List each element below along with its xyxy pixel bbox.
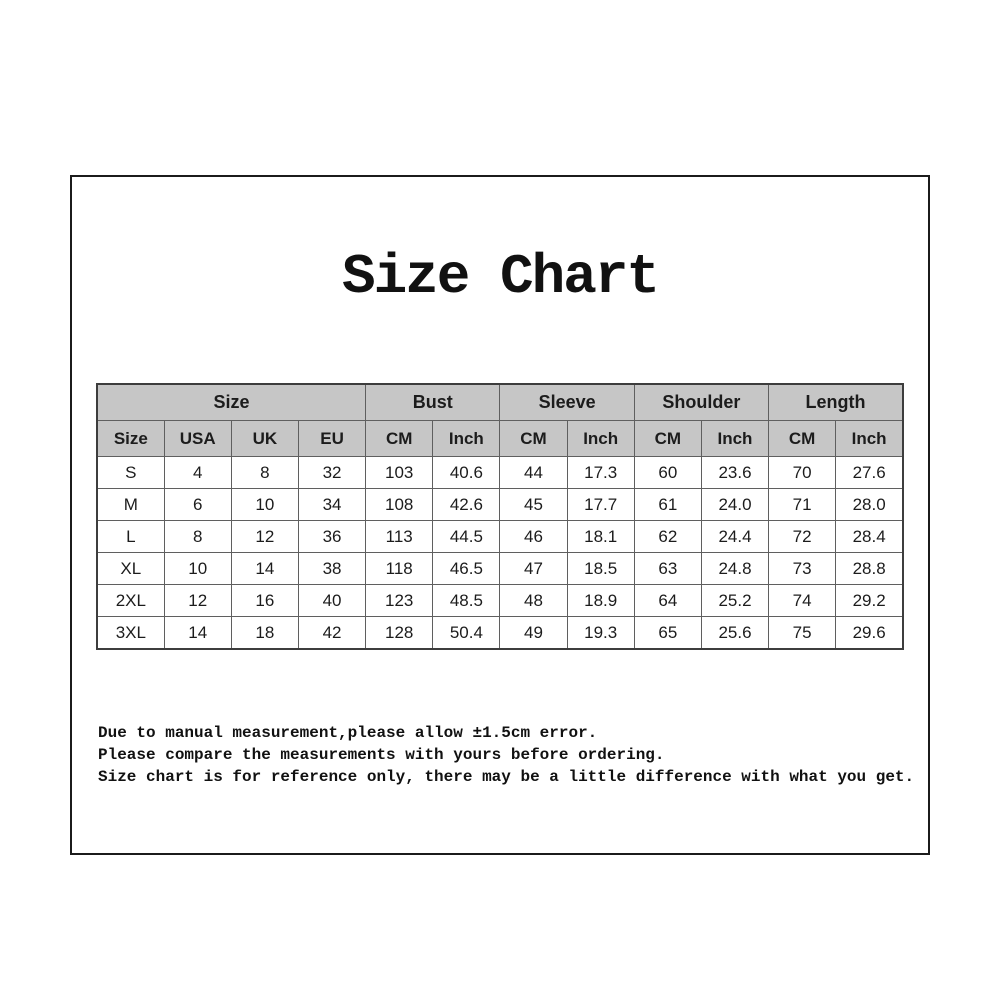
group-header-shoulder: Shoulder: [634, 384, 768, 421]
size-label-cell: L: [97, 521, 164, 553]
table-row: [97, 585, 903, 617]
note-line-measurement-error: Due to manual measurement,please allow ±1.5cm error.: [98, 724, 598, 742]
table-group-header-row: [97, 384, 903, 421]
table-cell: 42.6: [433, 489, 500, 521]
subheader-length-cm: CM: [769, 421, 836, 457]
table-cell: 29.2: [836, 585, 903, 617]
subheader-length-inch: Inch: [836, 421, 903, 457]
table-cell: 18.5: [567, 553, 634, 585]
table-cell: 65: [634, 617, 701, 650]
table-cell: 29.6: [836, 617, 903, 650]
table-cell: 4: [164, 457, 231, 489]
subheader-uk: UK: [231, 421, 298, 457]
subheader-shoulder-inch: Inch: [701, 421, 768, 457]
note-line-compare: Please compare the measurements with yours before ordering.: [98, 746, 665, 764]
table-cell: 44: [500, 457, 567, 489]
table-row: [97, 489, 903, 521]
size-chart-panel: [70, 175, 930, 855]
subheader-sleeve-cm: CM: [500, 421, 567, 457]
table-cell: 50.4: [433, 617, 500, 650]
table-cell: 14: [164, 617, 231, 650]
subheader-size: Size: [97, 421, 164, 457]
table-cell: 28.0: [836, 489, 903, 521]
table-cell: 28.4: [836, 521, 903, 553]
table-cell: 40: [298, 585, 365, 617]
size-label-cell: 2XL: [97, 585, 164, 617]
table-cell: 128: [366, 617, 433, 650]
subheader-bust-cm: CM: [366, 421, 433, 457]
table-cell: 73: [769, 553, 836, 585]
table-cell: 63: [634, 553, 701, 585]
table-cell: 8: [231, 457, 298, 489]
subheader-usa: USA: [164, 421, 231, 457]
table-cell: 17.7: [567, 489, 634, 521]
table-cell: 108: [366, 489, 433, 521]
table-cell: 24.4: [701, 521, 768, 553]
table-cell: 62: [634, 521, 701, 553]
table-cell: 113: [366, 521, 433, 553]
table-cell: 14: [231, 553, 298, 585]
group-header-bust: Bust: [366, 384, 500, 421]
table-cell: 118: [366, 553, 433, 585]
size-label-cell: M: [97, 489, 164, 521]
table-cell: 34: [298, 489, 365, 521]
table-row: [97, 521, 903, 553]
table-cell: 123: [366, 585, 433, 617]
table-cell: 46: [500, 521, 567, 553]
note-line-reference-only: Size chart is for reference only, there may be a little difference with what you get.: [98, 768, 915, 786]
subheader-bust-inch: Inch: [433, 421, 500, 457]
table-cell: 60: [634, 457, 701, 489]
table-cell: 74: [769, 585, 836, 617]
table-cell: 103: [366, 457, 433, 489]
subheader-eu: EU: [298, 421, 365, 457]
table-cell: 49: [500, 617, 567, 650]
group-header-size: Size: [97, 384, 366, 421]
table-cell: 36: [298, 521, 365, 553]
table-row: [97, 617, 903, 650]
table-cell: 25.2: [701, 585, 768, 617]
size-label-cell: 3XL: [97, 617, 164, 650]
table-cell: 47: [500, 553, 567, 585]
table-cell: 32: [298, 457, 365, 489]
table-cell: 24.0: [701, 489, 768, 521]
table-cell: 25.6: [701, 617, 768, 650]
table-cell: 24.8: [701, 553, 768, 585]
notes-block: [98, 722, 928, 788]
table-subheader-row: [97, 421, 903, 457]
table-cell: 12: [231, 521, 298, 553]
group-header-sleeve: Sleeve: [500, 384, 634, 421]
table-cell: 75: [769, 617, 836, 650]
table-cell: 64: [634, 585, 701, 617]
table-cell: 18.9: [567, 585, 634, 617]
group-header-length: Length: [769, 384, 903, 421]
table-cell: 40.6: [433, 457, 500, 489]
size-table-header: [97, 384, 903, 457]
size-label-cell: XL: [97, 553, 164, 585]
table-cell: 70: [769, 457, 836, 489]
table-cell: 12: [164, 585, 231, 617]
table-cell: 16: [231, 585, 298, 617]
table-cell: 10: [231, 489, 298, 521]
table-cell: 61: [634, 489, 701, 521]
table-cell: 45: [500, 489, 567, 521]
table-cell: 18: [231, 617, 298, 650]
table-cell: 27.6: [836, 457, 903, 489]
subheader-sleeve-inch: Inch: [567, 421, 634, 457]
page-title: Size Chart: [341, 245, 659, 309]
table-cell: 6: [164, 489, 231, 521]
table-cell: 48.5: [433, 585, 500, 617]
table-cell: 48: [500, 585, 567, 617]
table-cell: 42: [298, 617, 365, 650]
table-cell: 72: [769, 521, 836, 553]
table-cell: 17.3: [567, 457, 634, 489]
table-cell: 38: [298, 553, 365, 585]
table-cell: 44.5: [433, 521, 500, 553]
subheader-shoulder-cm: CM: [634, 421, 701, 457]
table-row: [97, 553, 903, 585]
table-cell: 19.3: [567, 617, 634, 650]
size-label-cell: S: [97, 457, 164, 489]
table-cell: 28.8: [836, 553, 903, 585]
size-table: [96, 383, 904, 650]
table-cell: 18.1: [567, 521, 634, 553]
size-table-body: [97, 457, 903, 650]
table-row: [97, 457, 903, 489]
table-cell: 10: [164, 553, 231, 585]
table-cell: 46.5: [433, 553, 500, 585]
table-cell: 71: [769, 489, 836, 521]
table-cell: 23.6: [701, 457, 768, 489]
table-cell: 8: [164, 521, 231, 553]
